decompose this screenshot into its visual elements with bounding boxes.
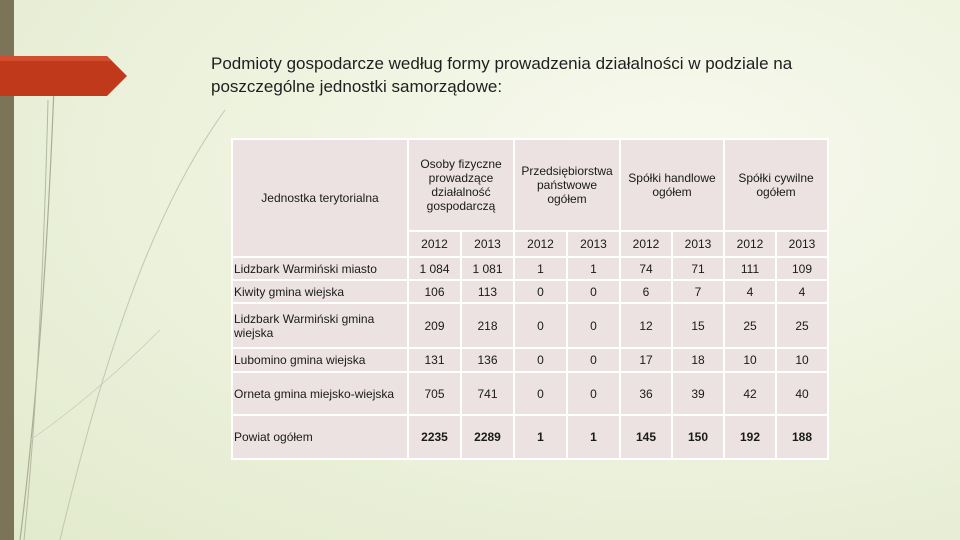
table-cell: 741 — [461, 372, 514, 415]
row-label: Powiat ogółem — [232, 415, 408, 459]
table-cell: 113 — [461, 280, 514, 303]
table-row — [232, 280, 828, 303]
table-cell: 0 — [567, 303, 620, 348]
table-cell: 25 — [724, 303, 776, 348]
year-header: 2012 — [620, 231, 672, 257]
row-label: Kiwity gmina wiejska — [232, 280, 408, 303]
table-cell: 18 — [672, 348, 724, 372]
group-header: Spółki cywilne ogółem — [724, 139, 828, 231]
table-cell: 15 — [672, 303, 724, 348]
table-cell: 1 081 — [461, 257, 514, 280]
group-header: Osoby fizyczne prowadzące działalność gospodarczą — [408, 139, 514, 231]
table-cell: 106 — [408, 280, 461, 303]
table-cell: 4 — [776, 280, 828, 303]
table-row — [232, 372, 828, 415]
table-cell: 218 — [461, 303, 514, 348]
table-cell: 4 — [724, 280, 776, 303]
red-arrow-banner — [0, 56, 127, 96]
table-cell: 1 — [514, 257, 567, 280]
table-cell: 2289 — [461, 415, 514, 459]
table-cell: 10 — [724, 348, 776, 372]
table-cell: 111 — [724, 257, 776, 280]
row-label: Lubomino gmina wiejska — [232, 348, 408, 372]
table-cell: 1 — [567, 415, 620, 459]
row-label: Lidzbark Warmiński gmina wiejska — [232, 303, 408, 348]
table-cell: 36 — [620, 372, 672, 415]
data-table — [231, 138, 829, 460]
table-cell: 192 — [724, 415, 776, 459]
table-cell: 188 — [776, 415, 828, 459]
table-cell: 145 — [620, 415, 672, 459]
year-header: 2013 — [461, 231, 514, 257]
table-cell: 17 — [620, 348, 672, 372]
table-cell: 42 — [724, 372, 776, 415]
table-cell: 74 — [620, 257, 672, 280]
table-row-total — [232, 415, 828, 459]
year-header: 2013 — [776, 231, 828, 257]
slide-title: Podmioty gospodarcze według formy prowadzenia działalności w podziale na poszczególne jednostki samorządowe: — [211, 54, 793, 96]
table-cell: 0 — [514, 348, 567, 372]
table-cell: 131 — [408, 348, 461, 372]
table-cell: 0 — [567, 280, 620, 303]
row-label: Orneta gmina miejsko-wiejska — [232, 372, 408, 415]
table-cell: 6 — [620, 280, 672, 303]
table-cell: 0 — [514, 280, 567, 303]
year-header: 2012 — [514, 231, 567, 257]
table-cell: 10 — [776, 348, 828, 372]
table-cell: 2235 — [408, 415, 461, 459]
table-cell: 1 — [567, 257, 620, 280]
year-header: 2013 — [567, 231, 620, 257]
corner-header: Jednostka terytorialna — [232, 139, 408, 257]
table-cell: 705 — [408, 372, 461, 415]
table-cell: 39 — [672, 372, 724, 415]
table-cell: 71 — [672, 257, 724, 280]
table-cell: 209 — [408, 303, 461, 348]
table-cell: 40 — [776, 372, 828, 415]
table-cell: 1 — [514, 415, 567, 459]
table-row — [232, 257, 828, 280]
table-cell: 7 — [672, 280, 724, 303]
table-row — [232, 348, 828, 372]
group-header: Przedsiębiorstwa państwowe ogółem — [514, 139, 620, 231]
table-cell: 136 — [461, 348, 514, 372]
table-cell: 1 084 — [408, 257, 461, 280]
group-header: Spółki handlowe ogółem — [620, 139, 724, 231]
table-row — [232, 303, 828, 348]
table-cell: 0 — [514, 303, 567, 348]
table-cell: 0 — [567, 372, 620, 415]
table-cell: 0 — [514, 372, 567, 415]
year-header: 2012 — [408, 231, 461, 257]
table-cell: 109 — [776, 257, 828, 280]
table-cell: 150 — [672, 415, 724, 459]
table-cell: 0 — [567, 348, 620, 372]
table-cell: 25 — [776, 303, 828, 348]
row-label: Lidzbark Warmiński miasto — [232, 257, 408, 280]
year-header: 2012 — [724, 231, 776, 257]
table-cell: 12 — [620, 303, 672, 348]
year-header: 2013 — [672, 231, 724, 257]
